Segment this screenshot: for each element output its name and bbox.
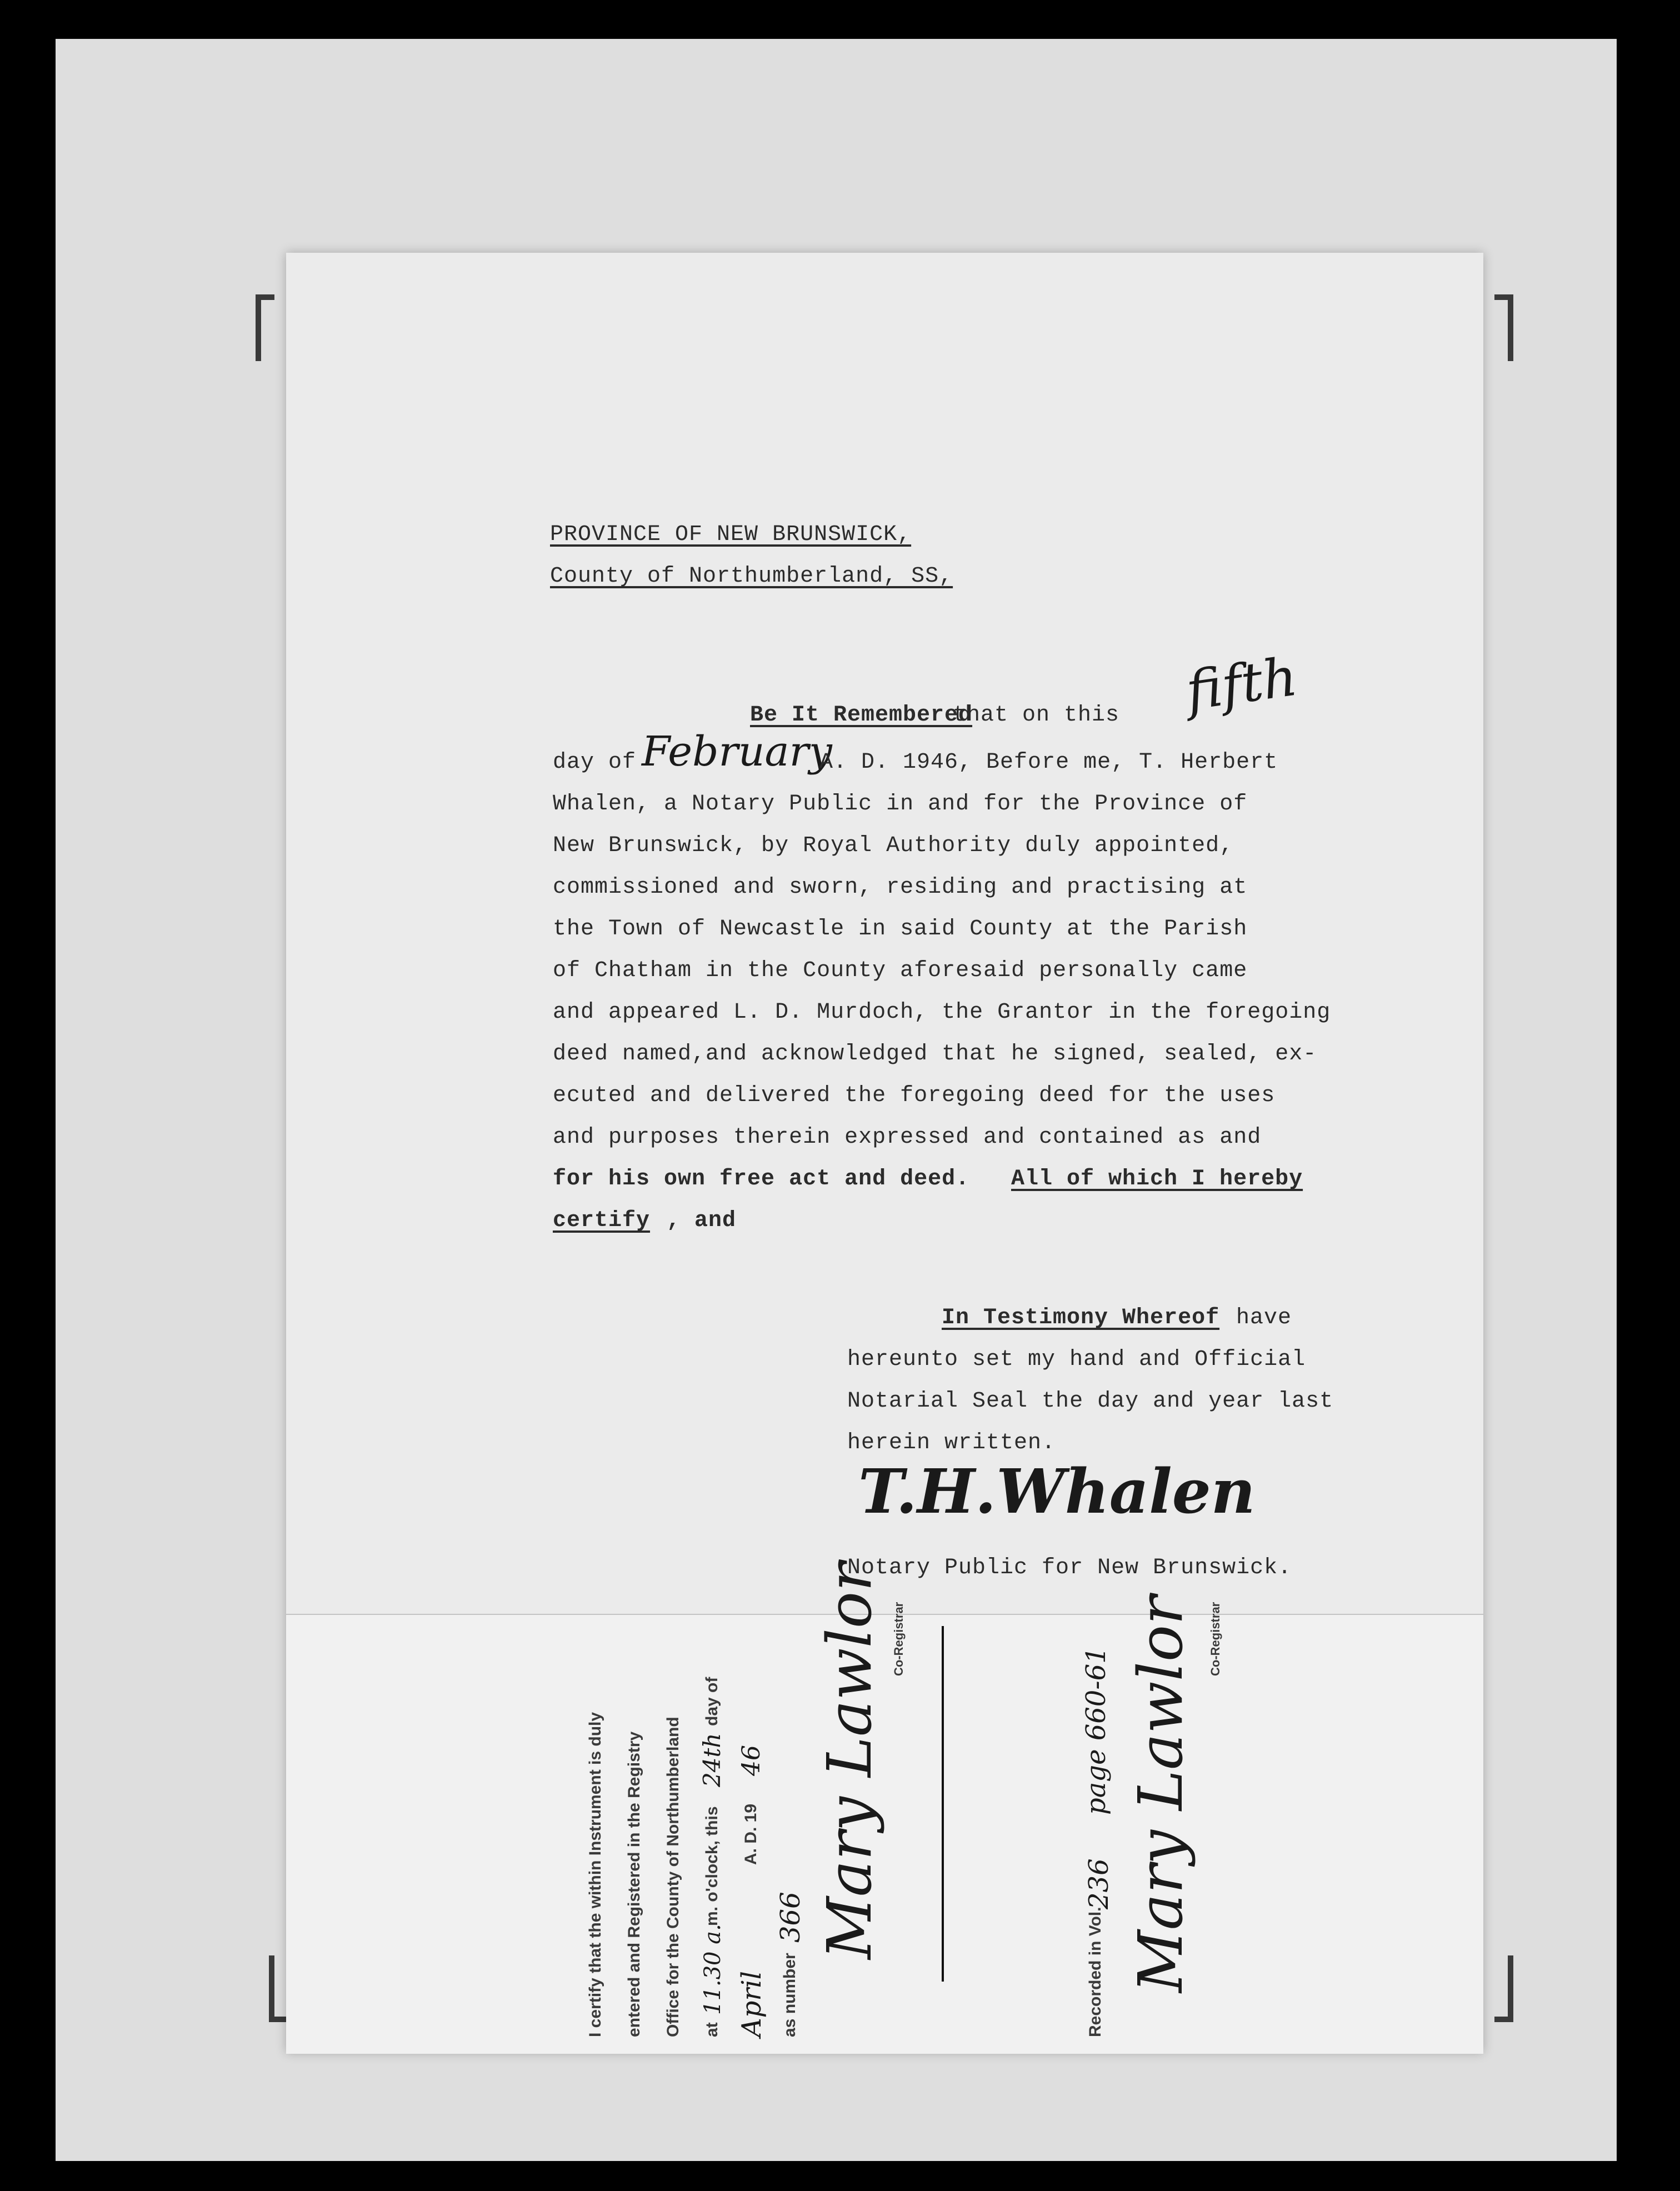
registry-line-3: Office for the County of Northumberland [664,1717,682,2037]
body-line: of Chatham in the County aforesaid personally came [553,958,1248,983]
crop-mark-top-left [256,294,274,361]
registry-line-2: entered and Registered in the Registry [625,1731,643,2037]
registry-day: 24th [698,1733,726,1787]
divider-line [942,1626,944,1982]
testimony-heading: In Testimony Whereof [942,1305,1220,1330]
co-registrar-label-2: Co-Registrar [1208,1602,1222,1676]
free-act-line: for his own free act and deed. [553,1167,970,1192]
registry-line-4-b: m. o'clock, this [703,1806,721,1926]
day-of-text: day of [553,750,637,775]
registry-month: April [736,1970,767,2037]
registrar-signature-1: Mary Lawlor [814,1562,885,1959]
registry-line-4-at: at [703,2022,721,2037]
body-line: Whalen, a Notary Public in and for the Province of [553,792,1248,817]
crop-mark-bottom-right [1494,1955,1513,2022]
certify-end: , and [667,1208,737,1233]
body-line: commissioned and sworn, residing and practising at [553,875,1248,900]
co-registrar-label-1: Co-Registrar [892,1602,906,1676]
handwritten-day: fifth [1182,645,1301,723]
registry-line-4-c: day of [703,1677,721,1726]
body-line: deed named,and acknowledged that he signed, sealed, ex- [553,1042,1317,1067]
registry-line-5: A. D. 19 [742,1803,760,1865]
testimony-line: Notarial Seal the day and year last [847,1389,1334,1414]
body-line: the Town of Newcastle in said County at the Parish [553,917,1248,942]
registry-time: 11.30 a. [700,1924,726,2015]
testimony-have: have [1236,1305,1292,1330]
body-line: and purposes therein expressed and contained as and [553,1125,1262,1150]
recorded-volume: 236 [1083,1858,1114,1909]
registrar-signature-2: Mary Lawlor [1125,1595,1196,1993]
registry-line-1: I certify that the within Instrument is duly [586,1712,604,2037]
document-page [286,253,1483,2053]
recorded-label: Recorded in Vol. [1086,1907,1104,2037]
intro-text: that on this [953,703,1120,728]
date-line: A. D. 1946, Before me, T. Herbert [819,750,1278,775]
province-heading: PROVINCE OF NEW BRUNSWICK, [550,522,912,547]
notary-title: Notary Public for New Brunswick. [847,1555,1292,1580]
photo-frame [56,39,1617,2161]
registry-year: 46 [737,1745,766,1776]
body-line: and appeared L. D. Murdoch, the Grantor in the foregoing [553,1000,1331,1025]
be-it-remembered: Be It Remembered [750,703,973,728]
body-line: New Brunswick, by Royal Authority duly appointed, [553,833,1234,858]
registry-line-6: as number [781,1953,799,2037]
notary-signature: T.H.Whalen [858,1455,1256,1527]
handwritten-month: February [642,728,832,776]
crop-mark-bottom-left [269,1955,288,2022]
certify-word: certify [553,1208,651,1233]
county-heading: County of Northumberland, SS, [550,564,953,589]
crop-mark-top-right [1494,294,1513,361]
recorded-pages: page 660-61 [1081,1647,1112,1815]
testimony-line: herein written. [847,1430,1056,1455]
certify-text: All of which I hereby [1011,1167,1303,1192]
testimony-line: hereunto set my hand and Official [847,1347,1306,1372]
registry-number: 366 [775,1892,806,1943]
body-line: ecuted and delivered the foregoing deed for the uses [553,1083,1276,1108]
notarial-certificate [286,253,1483,1614]
